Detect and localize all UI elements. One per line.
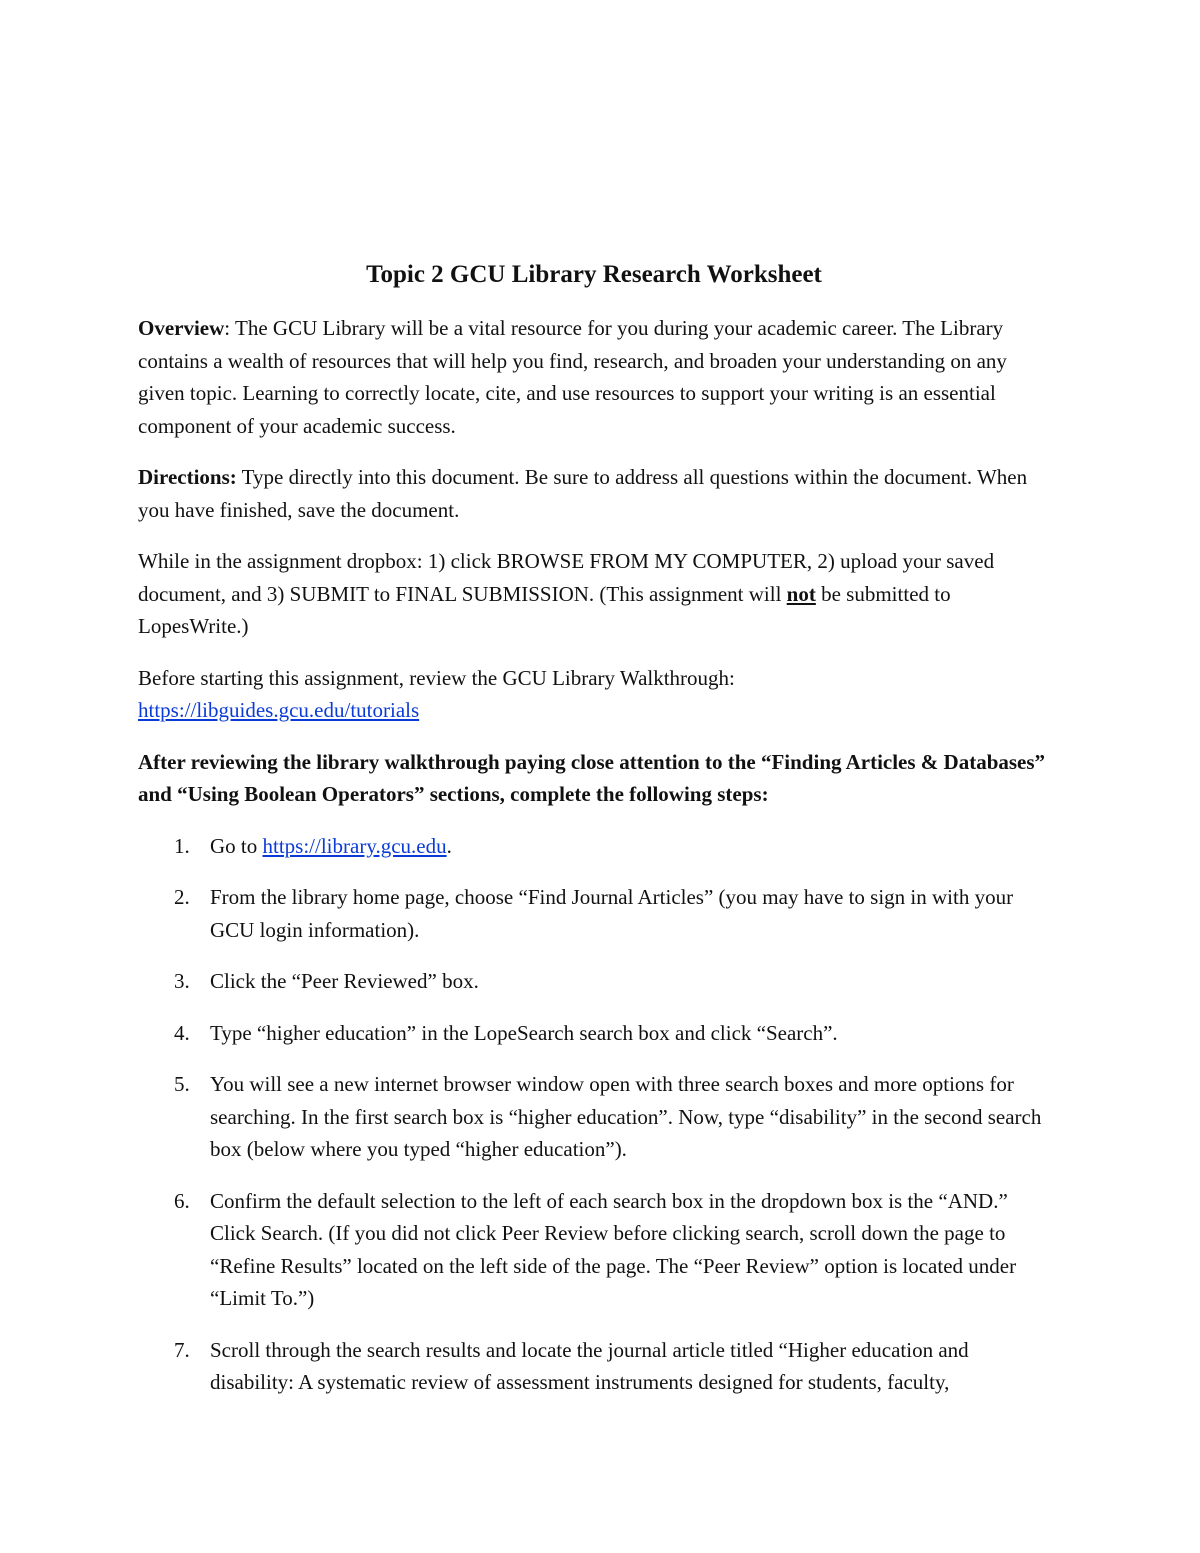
step-text: You will see a new internet browser window open with three search boxes and more options for searching. In the first search box is “higher education”. Now, type “disability” in the second search box (below where you typed “higher education”).: [210, 1072, 1042, 1161]
document-page: [138, 258, 1050, 1418]
steps-list: [138, 830, 1050, 1399]
list-item: [138, 881, 1050, 946]
overview-label: Overview: [138, 316, 225, 340]
list-item: [138, 1068, 1050, 1166]
step-text: From the library home page, choose “Find Journal Articles” (you may have to sign in with your GCU login information).: [210, 885, 1014, 942]
walkthrough-text: Before starting this assignment, review the GCU Library Walkthrough:: [138, 665, 735, 690]
step-text-after: .: [446, 833, 452, 858]
directions-paragraph: [138, 461, 1050, 526]
list-item: [138, 965, 1050, 998]
step-text: Click the “Peer Reviewed” box.: [210, 969, 479, 993]
walkthrough-link[interactable]: https://libguides.gcu.edu/tutorials: [138, 698, 420, 722]
library-link[interactable]: https://library.gcu.edu: [262, 833, 447, 858]
dropbox-emphasis: not: [786, 581, 816, 606]
list-item: [138, 1185, 1050, 1315]
step-number: 2.: [174, 885, 190, 909]
list-item: [138, 830, 1050, 863]
walkthrough-paragraph: [138, 662, 1050, 727]
step-number: 6.: [174, 1188, 190, 1213]
step-number: 1.: [174, 833, 190, 858]
step-text: Confirm the default selection to the left of each search box in the dropdown box is the “AND.” Click Search. (If you did not click Peer Review before clicking search, scroll down the page to “Refine Results” located on the left side of the page. The “Peer Review” option is located under “Limit To.”): [210, 1188, 1017, 1310]
step-text: Type “higher education” in the LopeSearch search box and click “Search”.: [210, 1020, 838, 1045]
step-number: 7.: [174, 1337, 190, 1362]
steps-heading: After reviewing the library walkthrough paying close attention to the “Finding Articles & Databases” and “Using Boolean Operators” sections, complete the following steps:: [138, 749, 1046, 806]
list-item: [138, 1017, 1050, 1050]
dropbox-text-before: While in the assignment dropbox: 1) click BROWSE FROM MY COMPUTER, 2) upload your saved document, and 3) SUBMIT to FINAL SUBMISSION. (This assignment will: [138, 549, 995, 606]
list-item: [138, 1334, 1050, 1399]
step-number: 3.: [174, 969, 190, 993]
document-title: Topic 2 GCU Library Research Worksheet: [366, 261, 822, 288]
step-number: 5.: [174, 1072, 190, 1096]
overview-text: : The GCU Library will be a vital resource for you during your academic career. The Library contains a wealth of resources that will help you find, research, and broaden your understanding on any given topic. Learning to correctly locate, cite, and use resources to support your writing is an essential component of your academic success.: [138, 316, 1007, 438]
overview-paragraph: [138, 312, 1050, 442]
dropbox-paragraph: [138, 545, 1050, 643]
step-text: Scroll through the search results and locate the journal article titled “Higher education and disability: A systematic review of assessment instruments designed for students, faculty,: [210, 1337, 969, 1394]
step-text-before: Go to: [210, 833, 263, 858]
dropbox-text-after: be submitted to LopesWrite.): [138, 581, 951, 638]
directions-text: Type directly into this document. Be sure to address all questions within the document. When you have finished, save the document.: [138, 465, 1028, 522]
step-number: 4.: [174, 1020, 190, 1045]
directions-label: Directions:: [138, 465, 237, 489]
